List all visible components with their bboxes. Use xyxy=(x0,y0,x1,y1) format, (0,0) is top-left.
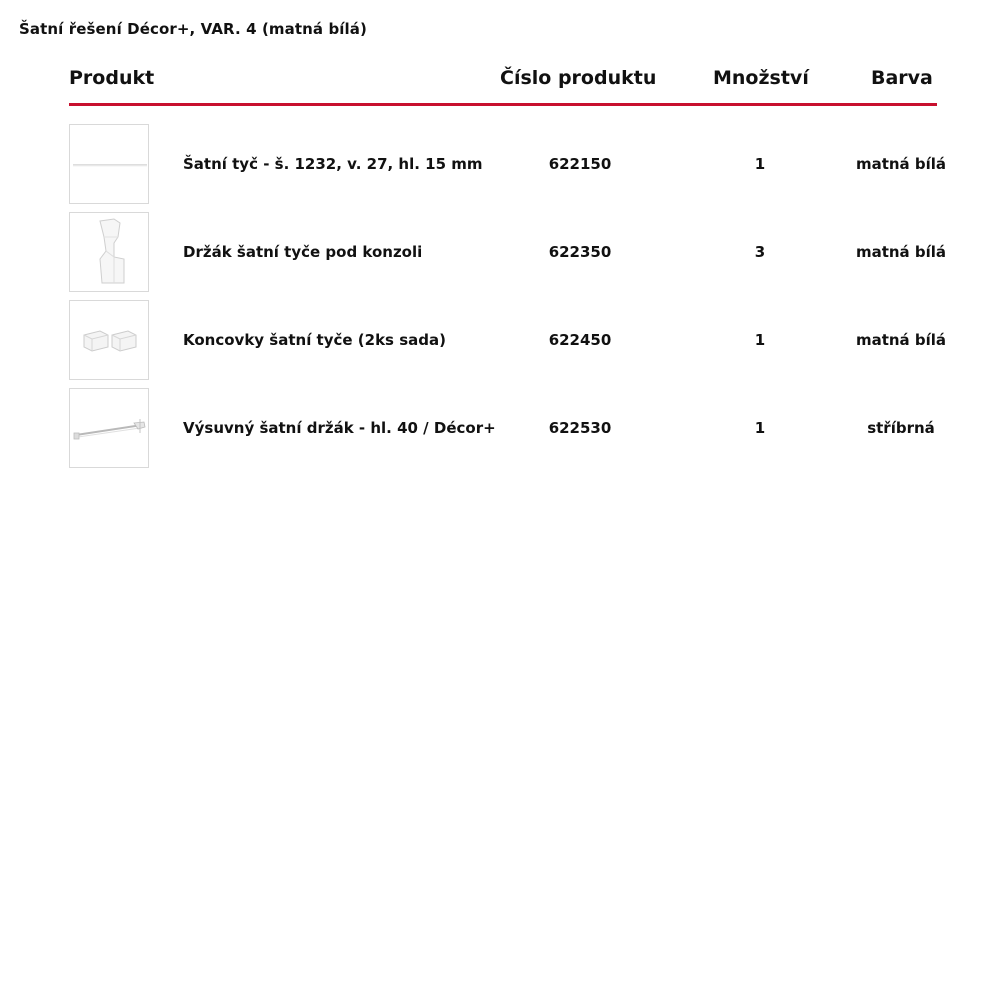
product-thumbnail xyxy=(69,212,149,292)
product-name: Držák šatní tyče pod konzoli xyxy=(183,243,423,261)
product-quantity: 1 xyxy=(754,419,766,437)
product-name: Koncovky šatní tyče (2ks sada) xyxy=(183,331,446,349)
table-body xyxy=(69,124,959,476)
table-header xyxy=(69,62,959,100)
product-color: matná bílá xyxy=(855,243,947,261)
table-row xyxy=(69,388,959,476)
header-quantity: Množství xyxy=(713,67,809,89)
product-thumbnail xyxy=(69,388,149,468)
document-title: Šatní řešení Décor+, VAR. 4 (matná bílá) xyxy=(19,20,367,38)
table-row xyxy=(69,300,959,388)
header-product: Produkt xyxy=(69,67,155,89)
product-number: 622450 xyxy=(548,331,612,349)
product-color: matná bílá xyxy=(855,155,947,173)
product-quantity: 3 xyxy=(754,243,766,261)
pull-out-holder-icon xyxy=(70,389,148,468)
header-product-number: Číslo produktu xyxy=(500,67,657,89)
product-number: 622530 xyxy=(548,419,612,437)
product-quantity: 1 xyxy=(754,155,766,173)
table-row xyxy=(69,124,959,212)
product-thumbnail xyxy=(69,300,149,380)
product-name: Šatní tyč - š. 1232, v. 27, hl. 15 mm xyxy=(183,155,483,173)
product-number: 622350 xyxy=(548,243,612,261)
product-color: matná bílá xyxy=(855,331,947,349)
product-number: 622150 xyxy=(548,155,612,173)
clothes-rail-icon xyxy=(70,125,148,204)
product-thumbnail xyxy=(69,124,149,204)
header-color: Barva xyxy=(871,67,933,89)
table-row xyxy=(69,212,959,300)
product-table xyxy=(69,62,959,437)
product-quantity: 1 xyxy=(754,331,766,349)
end-caps-icon xyxy=(70,301,148,380)
product-name: Výsuvný šatní držák - hl. 40 / Décor+ xyxy=(183,419,496,437)
header-divider xyxy=(69,103,937,106)
product-color: stříbrná xyxy=(867,419,935,437)
rail-holder-icon xyxy=(70,213,148,292)
